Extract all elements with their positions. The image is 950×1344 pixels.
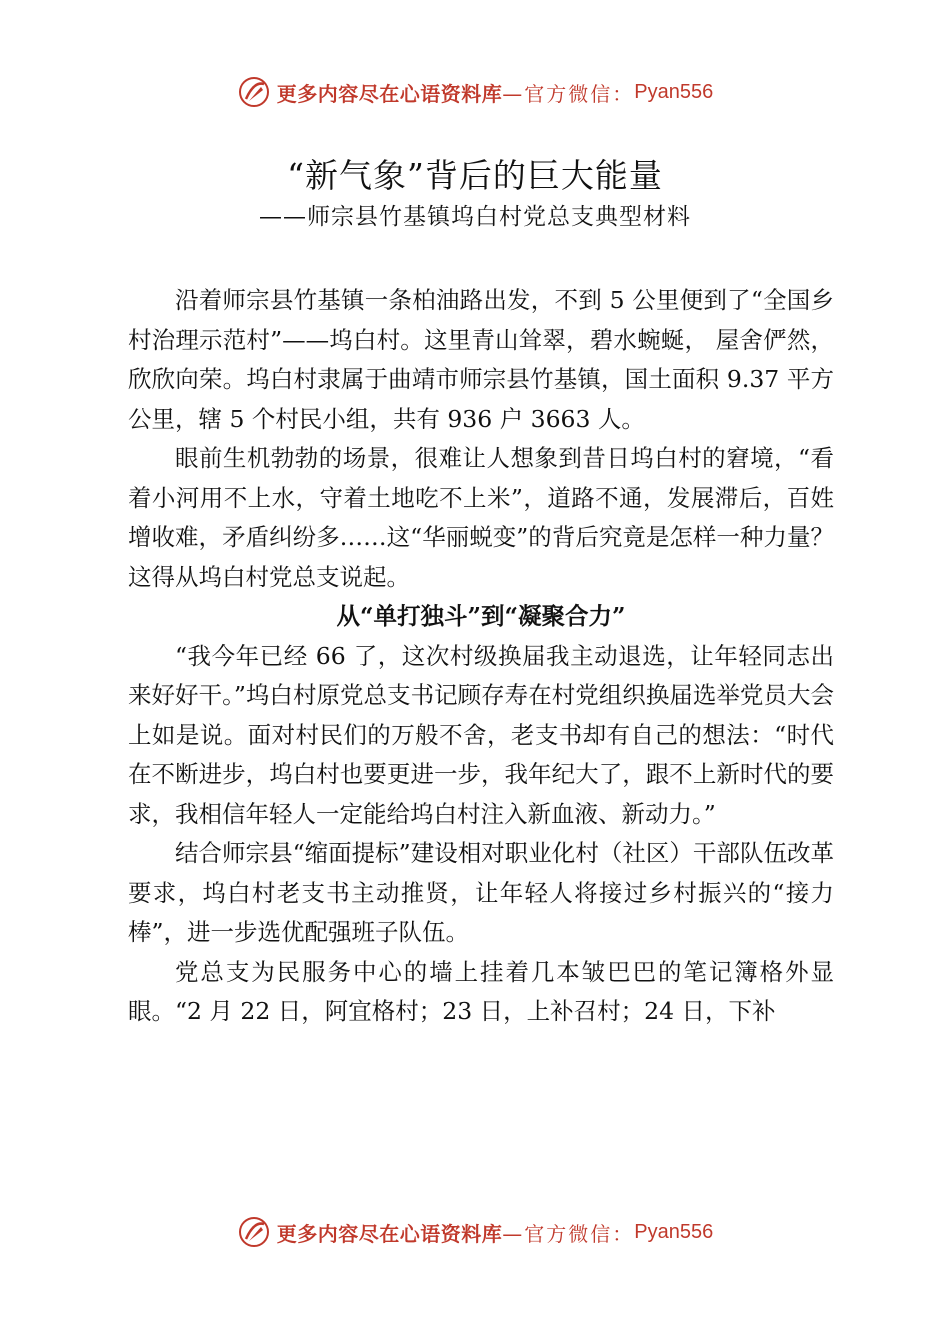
section-paragraph: 党总支为民服务中心的墙上挂着几本皱巴巴的笔记簿格外显眼。“2 月 22 日，阿宜格村；23 日，上补召村；24 日，下补 (128, 957, 834, 1025)
watermark-wechat-label: —官方微信： (502, 1221, 635, 1246)
watermark-header (0, 72, 950, 112)
watermark-footer (0, 1212, 950, 1252)
section-paragraph: “我今年已经 66 了，这次村级换届我主动退选，让年轻同志出来好好干。”坞白村原党总支书记顾存寿在村党组织换届选举党员大会上如是说。面对村民们的万般不舍，老支书却有自己的想法：“时代在不断进步，坞白村也要更进一步，我年纪大了，跟不上新时代的要求，我相信年轻人一定能给坞白村注入新血液、新动力。” (128, 641, 834, 828)
document-title: “新气象”背后的巨大能量 (287, 156, 663, 195)
watermark-wechat-id: Pyan556 (634, 80, 714, 103)
section-paragraph: 结合师宗县“缩面提标”建设相对职业化村（社区）干部队伍改革要求，坞白村老支书主动推贤，让年轻人将接过乡村振兴的“接力棒”，进一步选优配强班子队伍。 (128, 839, 834, 946)
document-body (128, 281, 834, 1032)
body-paragraph: 沿着师宗县竹基镇一条柏油路出发，不到 5 公里便到了“全国乡村治理示范村”——坞白村。这里青山耸翠，碧水蜿蜒， 屋舍俨然，欣欣向荣。坞白村隶属于曲靖市师宗县竹基镇，国土面积 9.37 平方公里，辖 5 个村民小组，共有 936 户 3663 人。 (128, 286, 834, 433)
watermark-library-text: 更多内容尽在心语资料库 (276, 81, 503, 106)
section-heading: 从“单打独斗”到“凝聚合力” (336, 602, 626, 630)
pen-logo-icon (237, 1215, 271, 1249)
pen-logo-icon (237, 75, 271, 109)
document-subtitle: ——师宗县竹基镇坞白村党总支典型材料 (259, 204, 691, 230)
watermark-wechat-label: —官方微信： (502, 81, 635, 106)
watermark-library-text: 更多内容尽在心语资料库 (276, 1221, 503, 1246)
watermark-wechat-id: Pyan556 (634, 1220, 714, 1243)
body-paragraph: 眼前生机勃勃的场景，很难让人想象到昔日坞白村的窘境，“看着小河用不上水，守着土地吃不上米”，道路不通，发展滞后，百姓增收难，矛盾纠纷多……这“华丽蜕变”的背后究竟是怎样一种力量？这得从坞白村党总支说起。 (128, 444, 834, 591)
